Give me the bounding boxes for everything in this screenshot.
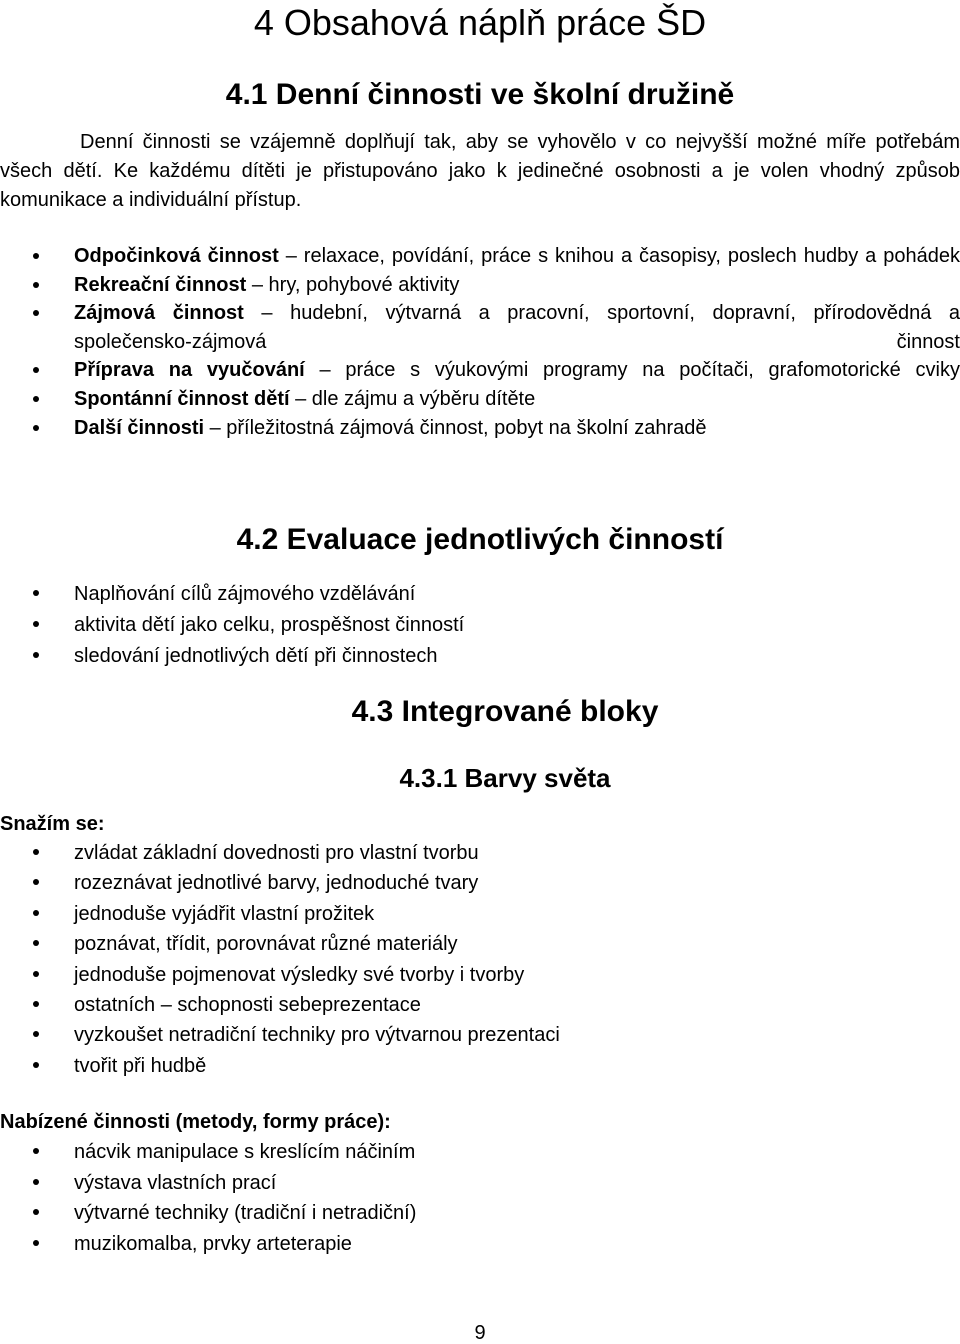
list-item xyxy=(0,385,960,414)
activity-description: – práce s výukovými programy na počítači, grafomotorické cviky xyxy=(304,359,960,382)
list-item xyxy=(0,271,960,300)
list-item xyxy=(0,242,960,271)
list-item: jednoduše pojmenovat výsledky své tvorby i tvorby xyxy=(0,960,960,990)
section-heading-4-3: 4.3 Integrované bloky xyxy=(351,695,659,728)
activity-description: – hudební, výtvarná a pracovní, sportovní, dopravní, přírodovědná a společensko-zájmová činnost xyxy=(74,302,960,353)
list-item: tvořit při hudbě xyxy=(0,1051,960,1081)
daily-activities-list xyxy=(0,242,960,442)
activity-term: Rekreační činnost xyxy=(74,273,247,296)
list-item: muzikomalba, prvky arteterapie xyxy=(0,1229,960,1260)
intro-paragraph: Denní činnosti se vzájemně doplňují tak, aby se vyhovělo v co nejvyšší možné míře potřebám všech dětí. Ke každému dítěti je přistupováno jako k jedinečné osobnosti a je volen vhodný způsob komunikace a individuální přístup. xyxy=(0,131,960,211)
subsection-heading-4-3-1: 4.3.1 Barvy světa xyxy=(399,763,611,793)
list-item: výtvarné techniky (tradiční i netradiční) xyxy=(0,1198,960,1229)
section-heading-4-2 xyxy=(0,520,960,560)
list-item: výstava vlastních prací xyxy=(0,1168,960,1199)
goals-list xyxy=(0,838,960,1081)
list-item: Naplňování cílů zájmového vzdělávání xyxy=(0,579,960,610)
page-number: 9 xyxy=(474,1322,486,1344)
page-title: 4 Obsahová náplň práce ŠD xyxy=(253,2,707,43)
activity-description: – hry, pohybové aktivity xyxy=(246,273,460,296)
list-item: aktivita dětí jako celku, prospěšnost činností xyxy=(0,610,960,641)
activity-description: – relaxace, povídání, práce s knihou a časopisy, poslech hudby a pohádek xyxy=(278,245,960,267)
list-item: zvládat základní dovednosti pro vlastní tvorbu xyxy=(0,838,960,868)
list-item xyxy=(0,414,960,443)
offers-label: Nabízené činnosti (metody, formy práce): xyxy=(0,1111,391,1133)
offered-activities-list xyxy=(0,1137,960,1259)
section-heading-4-2-text: 4.2 Evaluace jednotlivých činností xyxy=(236,523,724,556)
activity-term: Spontánní činnost dětí xyxy=(74,387,290,410)
section-heading-4-1: 4.1 Denní činnosti ve školní družině xyxy=(225,78,735,111)
list-item: poznávat, třídit, porovnávat různé materiály xyxy=(0,929,960,959)
list-item xyxy=(0,299,960,356)
activity-term: Další činnosti xyxy=(74,416,205,439)
activity-description: – dle zájmu a výběru dítěte xyxy=(289,387,536,410)
list-item: vyzkoušet netradiční techniky pro výtvarnou prezentaci xyxy=(0,1020,960,1050)
activity-term: Zájmová činnost xyxy=(74,302,244,325)
list-item: sledování jednotlivých dětí při činnostech xyxy=(0,641,960,672)
evaluation-list xyxy=(0,579,960,672)
goals-label: Snažím se: xyxy=(0,813,105,835)
list-item: rozeznávat jednotlivé barvy, jednoduché tvary xyxy=(0,868,960,898)
list-item: jednoduše vyjádřit vlastní prožitek xyxy=(0,899,960,929)
activity-term: Odpočinková činnost xyxy=(74,245,279,267)
activity-description: – příležitostná zájmová činnost, pobyt na školní zahradě xyxy=(204,416,707,439)
activity-term: Příprava na vyučování xyxy=(74,359,305,382)
list-item: nácvik manipulace s kreslícím náčiním xyxy=(0,1137,960,1168)
list-item xyxy=(0,356,960,385)
list-item: ostatních – schopnosti sebeprezentace xyxy=(0,990,960,1020)
